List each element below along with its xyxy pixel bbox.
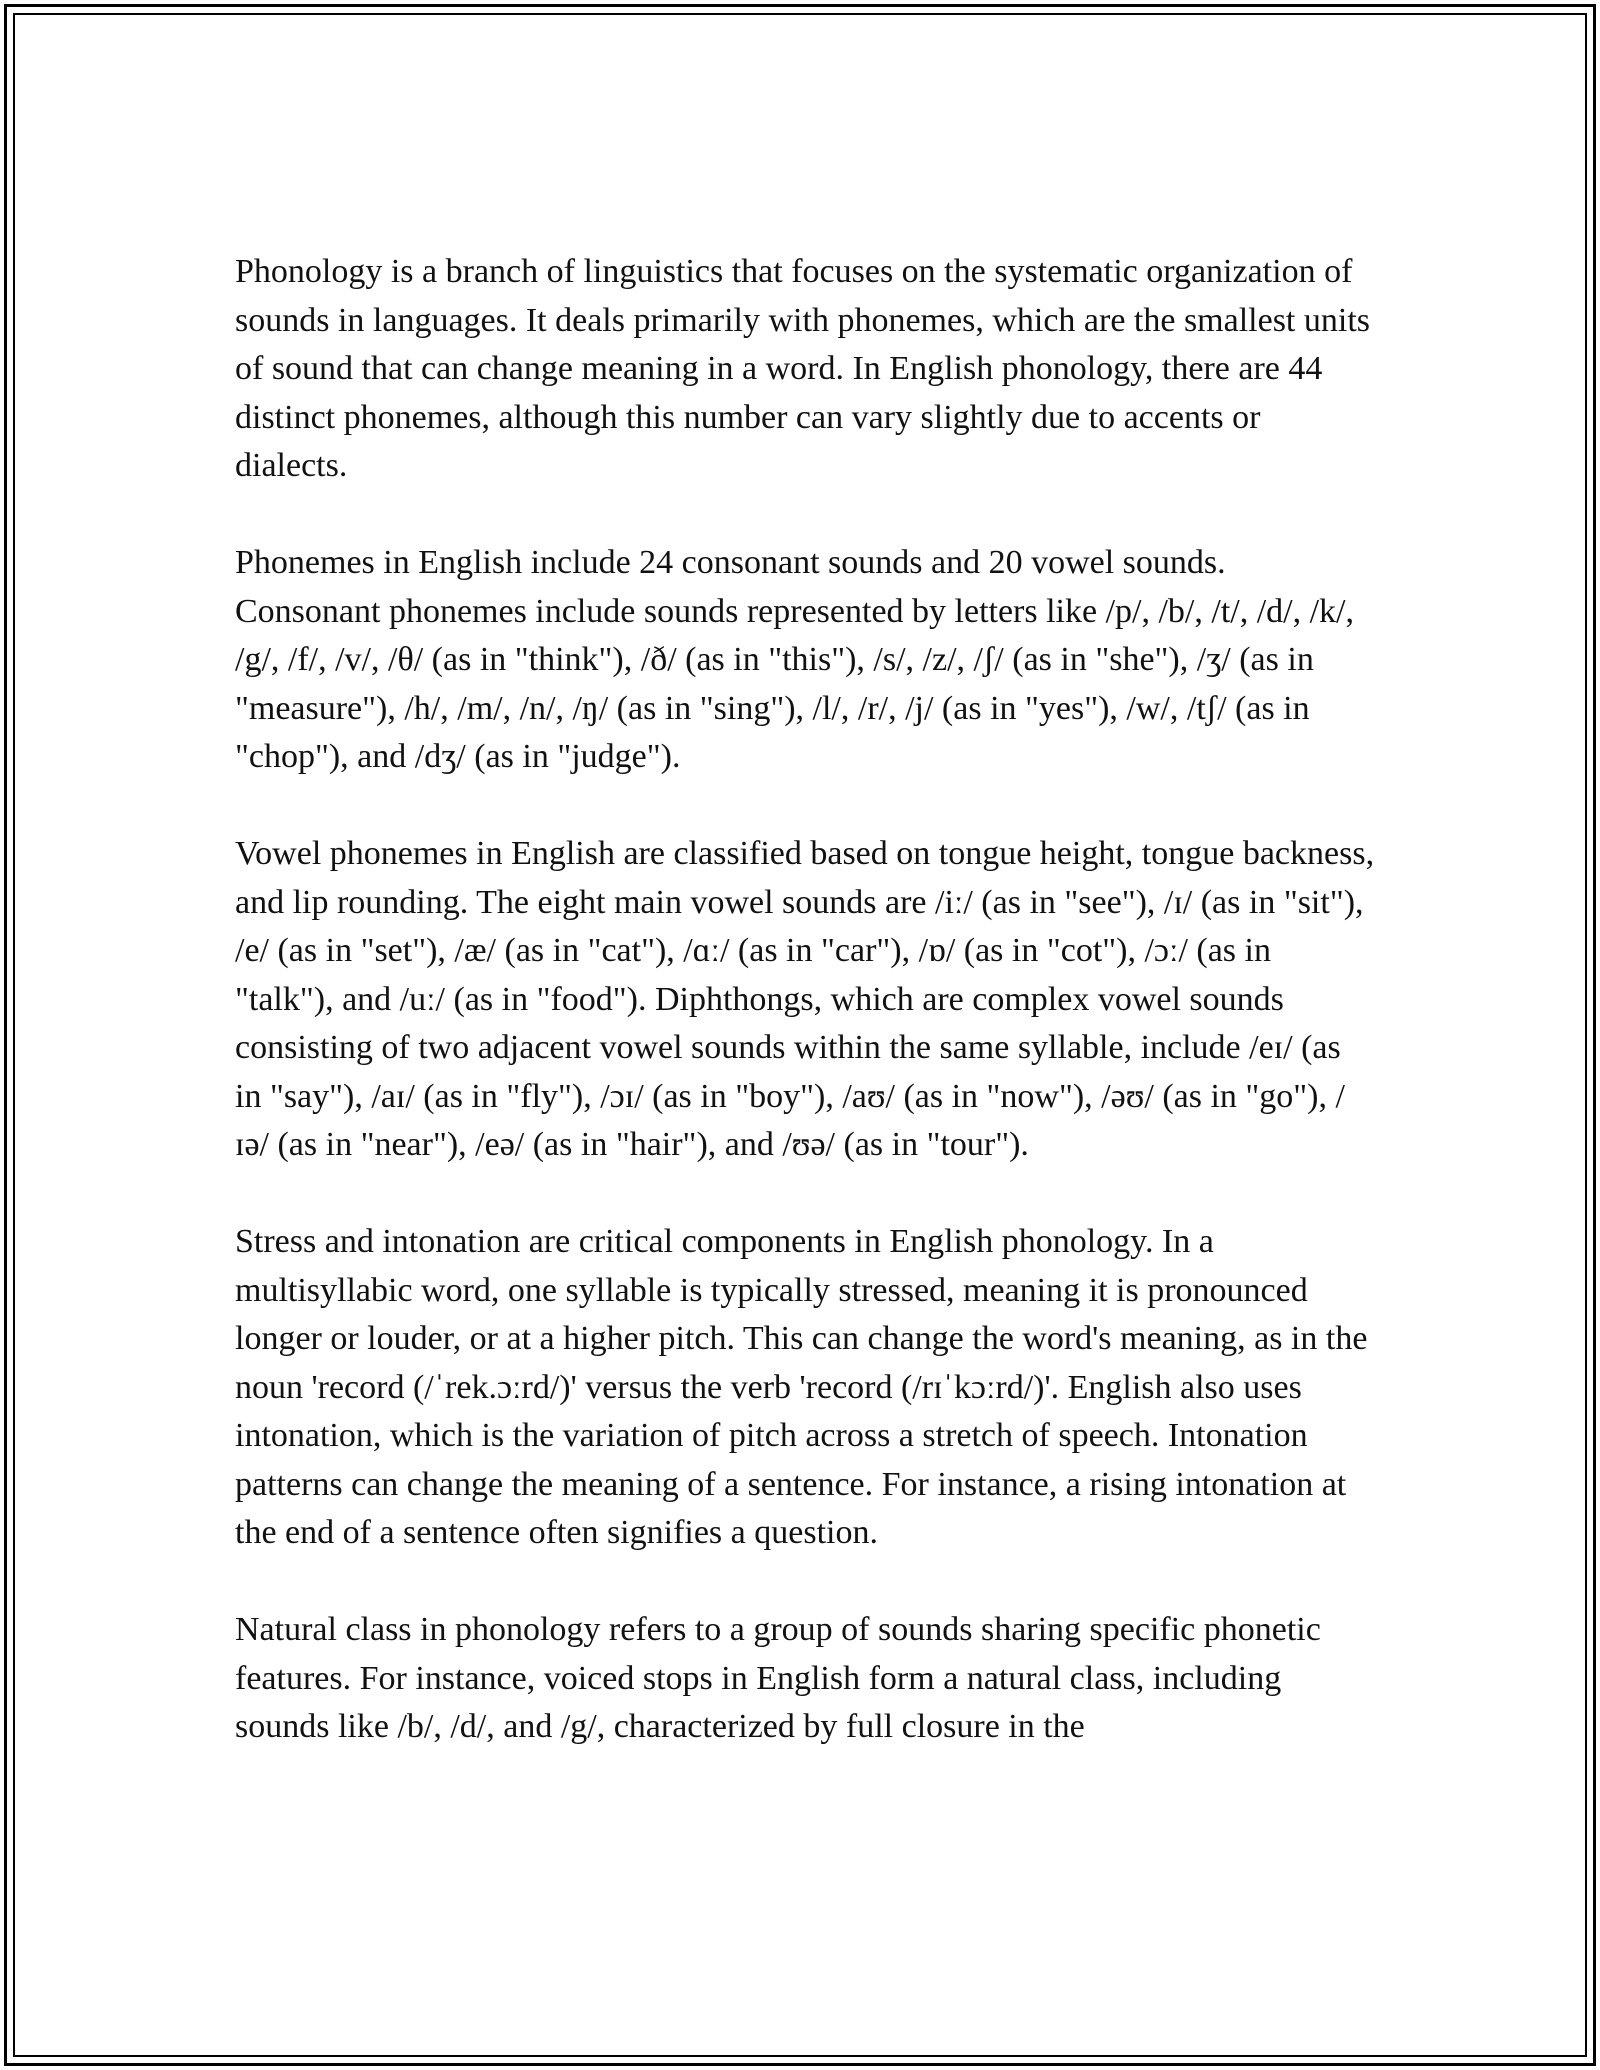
paragraph-stress-intonation: Stress and intonation are critical components in English phonology. In a multisyllabic word, one syllable is typically stressed, meaning it is pronounced longer or louder, or at a higher pitch. This can change the word's meaning, as in the noun 'record (/ˈrek.ɔːrd/)' versus the verb 'record (/rɪˈkɔːrd/)'. English also uses intonation, which is the variation of pitch across a stretch of speech. Intonation patterns can change the meaning of a sentence. For instance, a rising intonation at the end of a sentence often signifies a question. <box>235 1223 1368 1551</box>
paragraph-natural-class: Natural class in phonology refers to a group of sounds sharing specific phonetic features. For instance, voiced stops in English form a natural class, including sounds like /b/, /d/, and /g/, characterized by full closure in the <box>235 1611 1321 1745</box>
document-body <box>235 248 1375 1800</box>
paragraph-phonology-intro: Phonology is a branch of linguistics that focuses on the systematic organization of sounds in languages. It deals primarily with phonemes, which are the smallest units of sound that can change meaning in a word. In English phonology, there are 44 distinct phonemes, although this number can vary slightly due to accents or dialects. <box>235 253 1370 484</box>
paragraph-vowels: Vowel phonemes in English are classified based on tongue height, tongue backness, and lip rounding. The eight main vowel sounds are /iː/ (as in "see"), /ɪ/ (as in "sit"), /e/ (as in "set"), /æ/ (as in "cat"), /ɑː/ (as in "car"), /ɒ/ (as in "cot"), /ɔː/ (as in "talk"), and /uː/ (as in "food"). Diphthongs, which are complex vowel sounds consisting of two adjacent vowel sounds within the same syllable, include /eɪ/ (as in "say"), /aɪ/ (as in "fly"), /ɔɪ/ (as in "boy"), /aʊ/ (as in "now"), /əʊ/ (as in "go"), /ɪə/ (as in "near"), /eə/ (as in "hair"), and /ʊə/ (as in "tour"). <box>235 835 1375 1163</box>
paragraph-consonants: Phonemes in English include 24 consonant sounds and 20 vowel sounds. Consonant phonemes include sounds represented by letters like /p/, /b/, /t/, /d/, /k/, /g/, /f/, /v/, /θ/ (as in "think"), /ð/ (as in "this"), /s/, /z/, /ʃ/ (as in "she"), /ʒ/ (as in "measure"), /h/, /m/, /n/, /ŋ/ (as in "sing"), /l/, /r/, /j/ (as in "yes"), /w/, /tʃ/ (as in "chop"), and /dʒ/ (as in "judge"). <box>235 544 1354 775</box>
